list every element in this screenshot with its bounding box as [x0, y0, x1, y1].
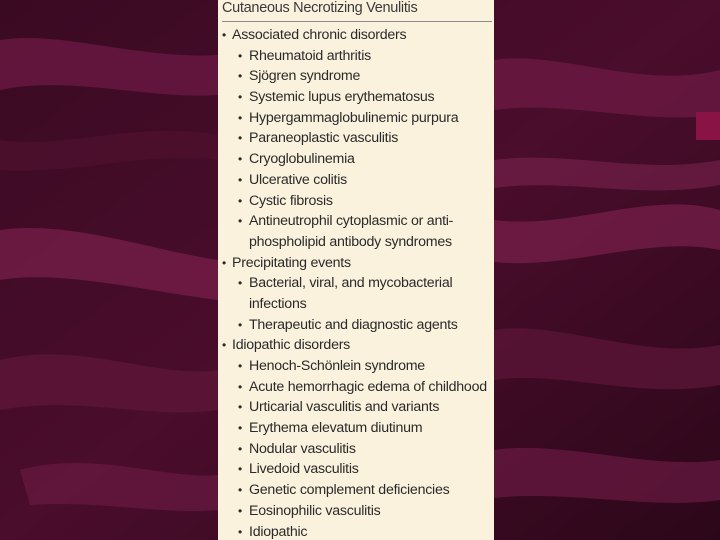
- outline-text: Nodular vasculitis: [249, 440, 356, 457]
- bullet-icon: •: [238, 359, 242, 373]
- outline-item: [218, 356, 494, 377]
- bullet-icon: •: [238, 317, 242, 332]
- outline-text: Sjögren syndrome: [249, 68, 361, 85]
- bullet-icon: •: [238, 131, 242, 146]
- bullet-icon: •: [238, 90, 242, 105]
- outline-heading: [218, 253, 494, 274]
- outline-item: [218, 128, 494, 149]
- outline-item: [218, 87, 494, 108]
- outline-text: Genetic complement deficiencies: [249, 482, 450, 499]
- outline-text: Acute hemorrhagic edema of childhood: [249, 378, 487, 395]
- outline-heading: [218, 25, 494, 46]
- outline-text: Hypergammaglobulinemic purpura: [249, 109, 459, 126]
- outline-text: Idiopathic: [249, 523, 308, 540]
- outline-item: [218, 480, 494, 501]
- outline-item: [218, 149, 494, 170]
- bullet-icon: •: [238, 276, 242, 291]
- bullet-icon: •: [238, 441, 242, 456]
- bullet-icon: •: [238, 69, 242, 84]
- outline-text: phospholipid antibody syndromes: [249, 233, 452, 250]
- title-divider: [222, 21, 492, 22]
- outline-item-continuation: [218, 232, 494, 253]
- bullet-icon: •: [238, 152, 242, 167]
- outline-item: [218, 459, 494, 480]
- outline-item: [218, 418, 494, 439]
- outline-item: [218, 377, 494, 398]
- bullet-icon: •: [238, 379, 242, 394]
- outline-text: Systemic lupus erythematosus: [249, 89, 435, 106]
- bullet-icon: •: [238, 483, 242, 498]
- decorative-bar: [696, 112, 720, 140]
- content-card: [218, 0, 494, 540]
- bullet-icon: •: [238, 172, 242, 187]
- card-title: Cutaneous Necrotizing Venulitis: [222, 0, 418, 16]
- bullet-icon: •: [238, 524, 242, 539]
- outline-item: [218, 501, 494, 522]
- outline-text: infections: [249, 295, 307, 312]
- outline-item: [218, 397, 494, 418]
- outline-text: Bacterial, viral, and mycobacterial: [249, 275, 453, 292]
- outline-item: [218, 522, 494, 540]
- bullet-icon: •: [222, 338, 226, 353]
- outline-heading: [218, 335, 494, 356]
- outline-text: Paraneoplastic vasculitis: [249, 130, 399, 147]
- outline-text: Associated chronic disorders: [232, 27, 407, 43]
- bullet-icon: •: [238, 193, 242, 208]
- outline-item: [218, 273, 494, 294]
- outline-text: Precipitating events: [232, 254, 351, 271]
- bullet-icon: •: [238, 110, 242, 125]
- outline-item: [218, 191, 494, 212]
- outline-text: Livedoid vasculitis: [249, 461, 359, 478]
- outline-item: [218, 66, 494, 87]
- outline-text: Antineutrophil cytoplasmic or anti-: [249, 213, 454, 230]
- outline-text: Henoch-Schönlein syndrome: [249, 358, 425, 374]
- outline-text: Eosinophilic vasculitis: [249, 502, 381, 519]
- outline-text: Erythema elevatum diutinum: [249, 420, 423, 437]
- bullet-icon: •: [238, 462, 242, 477]
- outline-text: Urticarial vasculitis and variants: [249, 399, 440, 416]
- outline-text: Cryoglobulinemia: [249, 151, 355, 168]
- outline-item: [218, 108, 494, 129]
- outline-item: [218, 170, 494, 191]
- outline-item: [218, 315, 494, 336]
- outline-text: Cystic fibrosis: [249, 192, 333, 209]
- outline-list: [218, 25, 494, 540]
- outline-item: [218, 439, 494, 460]
- bullet-icon: •: [238, 400, 242, 415]
- outline-text: Rheumatoid arthritis: [249, 47, 371, 64]
- bullet-icon: •: [238, 48, 242, 63]
- outline-item: [218, 46, 494, 67]
- bullet-icon: •: [238, 503, 242, 518]
- outline-text: Ulcerative colitis: [249, 171, 347, 188]
- bullet-icon: •: [222, 255, 226, 270]
- bullet-icon: •: [238, 421, 242, 436]
- bullet-icon: •: [238, 214, 242, 229]
- outline-item: [218, 211, 494, 232]
- bullet-icon: •: [222, 28, 226, 42]
- outline-item-continuation: [218, 294, 494, 315]
- outline-text: Therapeutic and diagnostic agents: [249, 316, 458, 333]
- outline-text: Idiopathic disorders: [232, 337, 351, 354]
